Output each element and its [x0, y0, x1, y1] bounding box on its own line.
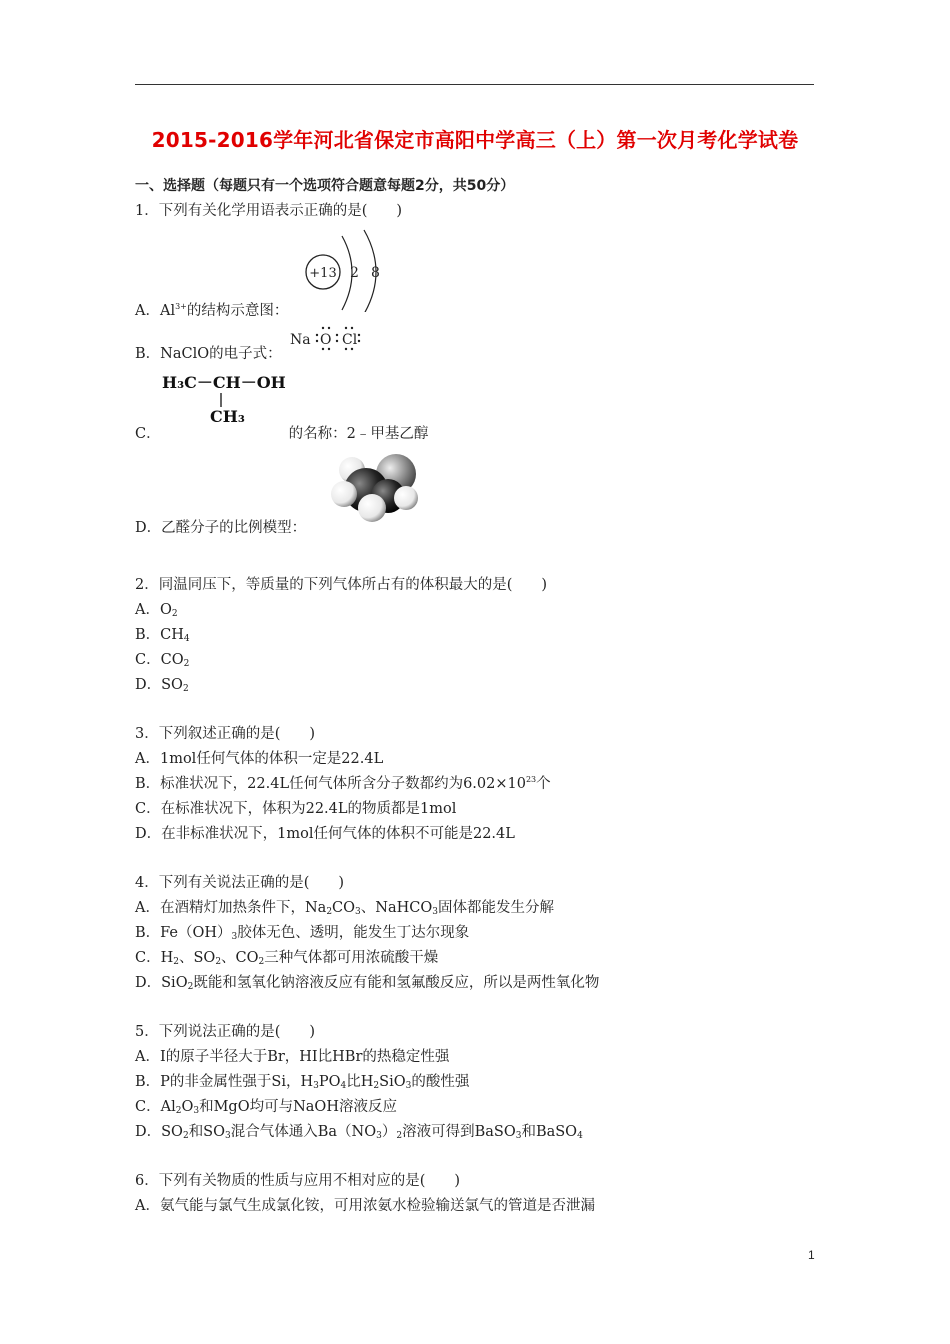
q1-option-a: [135, 301, 288, 321]
q2-option-d: D．$SO_2$: [135, 677, 189, 694]
header-rule: [135, 84, 814, 85]
acetaldehyde-space-filling-model: [328, 450, 420, 524]
q6-option-a: A．氨气能与氯气生成氯化铵，可用浓氨水检验输送氯气的管道是否泄漏: [135, 1198, 595, 1214]
q2-option-b: B．$CH_4$: [135, 627, 190, 644]
hydrogen-atom: [358, 494, 386, 522]
q2-option-c: C．$CO_2$: [135, 652, 190, 669]
q3-option-c: C．在标准状况下，体积为22.4L的物质都是1mol: [135, 801, 457, 817]
q5-option-b: B．P的非金属性强于Si，$H_3PO_4$比$H_2SiO_3$的酸性强: [135, 1074, 470, 1091]
q1-option-d: D．乙醛分子的比例模型：: [135, 520, 307, 536]
q3-stem: 3．下列叙述正确的是( ): [135, 726, 316, 742]
q4-option-a: A．在酒精灯加热条件下，$Na_2CO_3$、NaHCO$_3$固体都能发生分解: [135, 900, 554, 917]
cl-symbol: Cl: [342, 332, 358, 348]
section-heading: 一、选择题（每题只有一个选项符合题意每题2分，共50分）: [135, 178, 515, 194]
q3-option-d: D．在非标准状况下，1mol任何气体的体积不可能是22.4L: [135, 826, 515, 842]
page-title: 2015-2016学年河北省保定市高阳中学高三（上）第一次月考化学试卷: [151, 128, 799, 152]
q1-option-b: B．NaClO的电子式：: [135, 346, 282, 362]
q2-option-a: A．$O_2$: [135, 602, 178, 619]
q6-stem: 6．下列有关物质的性质与应用不相对应的是( ): [135, 1173, 461, 1189]
q1-a-text: A．Al: [135, 303, 176, 319]
page-number: 1: [808, 1248, 815, 1262]
q1-c-text: 的名称：2﹣甲基乙醇: [288, 426, 429, 442]
o-symbol: O: [320, 332, 332, 348]
al-ion-structure-diagram: [300, 226, 390, 312]
naclo-electron-formula: [288, 322, 368, 352]
q3-option-b: B．标准状况下，22.4L任何气体所含分子数都约为$6.02\times 10^{23}$个: [135, 775, 551, 792]
branch-text: CH₃: [210, 407, 245, 426]
hydrogen-atom: [331, 481, 357, 507]
na-symbol: Na: [290, 332, 311, 348]
q4-option-b: B．$Fe(OH)_3$胶体无色、透明，能发生丁达尔现象: [135, 925, 470, 942]
nucleus-label: +13: [309, 266, 337, 281]
q4-stem: 4．下列有关说法正确的是( ): [135, 875, 345, 891]
main-chain-text: H₃C－CH－OH: [162, 373, 286, 392]
q3-option-a: A．1mol任何气体的体积一定是22.4L: [135, 751, 384, 767]
q1-c-label: C．: [135, 426, 161, 442]
q5-option-c: C．$Al_2O_3$和MgO均可与NaOH溶液反应: [135, 1099, 397, 1116]
q5-stem: 5．下列说法正确的是( ): [135, 1024, 316, 1040]
q1-a-suffix: 的结构示意图：: [186, 303, 289, 319]
q1-a-charge: 3+: [175, 302, 187, 311]
q4-option-c: C．$H_2$、$SO_2$、$CO_2$三种气体都可用浓硫酸干燥: [135, 950, 439, 967]
q5-option-d: D．$SO_2$和$SO_3$混合气体通入$Ba(NO_3)_2$溶液可得到BaSO$_3$和BaSO$_4$: [135, 1124, 583, 1141]
hydrogen-atom: [394, 486, 418, 510]
q2-stem: 2．同温同压下，等质量的下列气体所占有的体积最大的是( ): [135, 577, 548, 593]
structural-formula-diagram: [160, 370, 295, 432]
q4-option-d: D．SiO$_2$既能和氢氧化钠溶液反应有能和氢氟酸反应，所以是两性氧化物: [135, 975, 600, 992]
q1-option-c: [135, 424, 428, 444]
q1-stem: 1．下列有关化学用语表示正确的是( ): [135, 203, 403, 219]
shell1-count: 2: [350, 265, 359, 281]
shell2-count: 8: [371, 265, 380, 281]
q5-option-a: A．I的原子半径大于Br，HI比HBr的热稳定性强: [135, 1049, 450, 1065]
